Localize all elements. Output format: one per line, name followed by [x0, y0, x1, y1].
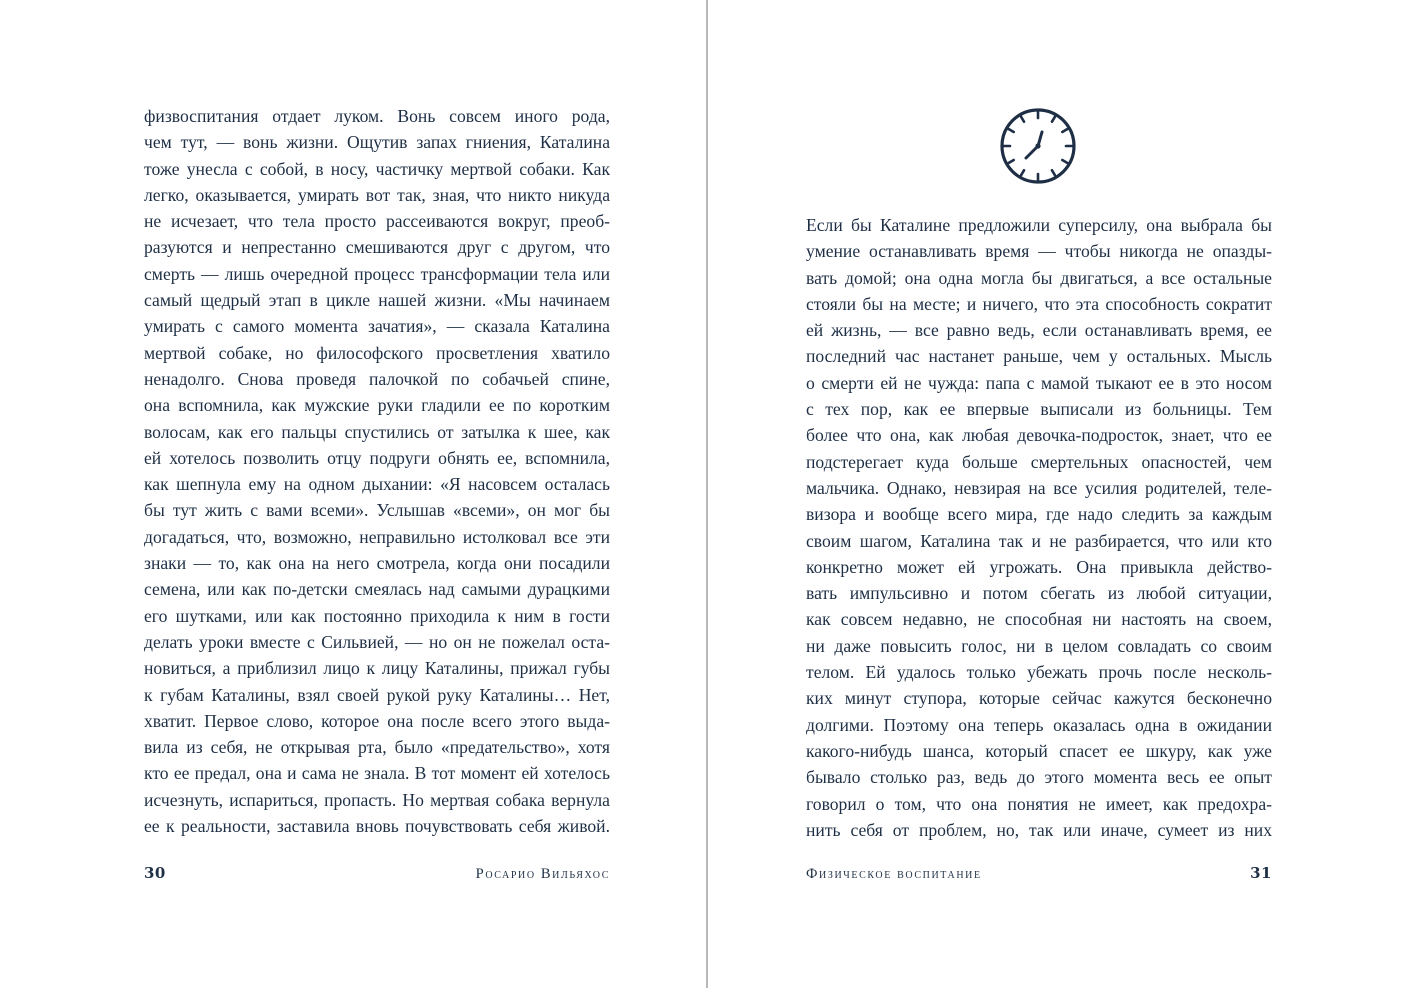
text-line: догадаться, что, возможно, неправильно истолковал все эти	[144, 526, 610, 547]
text-line: Если бы Каталине предложили суперсилу, она выбрала бы	[806, 215, 1272, 235]
text-line: хватит. Первое слово, которое она после всего этого выда-	[144, 710, 610, 731]
text-line: чем тут, — вонь жизни. Ощутив запах гниения, Каталина	[144, 132, 610, 153]
text-line: исчезнуть, испариться, пропасть. Но мертвая собака вернула	[144, 789, 610, 810]
clock-icon	[998, 106, 1078, 186]
text-line: ее к реальности, заставила вновь почувствовать себя живой.	[144, 816, 610, 837]
text-line: ей жизнь, — все равно ведь, если останавливать время, ее	[806, 320, 1272, 341]
text-line: своим шагом, Каталина так и не разбирается, что или кто	[806, 530, 1272, 551]
text-line: ких минут ступора, которые сейчас кажутся бесконечно	[806, 688, 1272, 709]
text-line: бы тут жить с вами всеми». Услышав «всеми», он мог бы	[144, 500, 610, 521]
text-line: тоже унесла с собой, в носу, частичку мертвой собаки. Как	[144, 158, 610, 179]
text-line: вать домой; она одна могла бы двигаться, а все остальные	[806, 267, 1272, 288]
text-line: знаки — то, как она на него смотрела, когда они посадили	[144, 553, 610, 574]
text-line: к губам Каталины, взял своей рукой руку Каталины… Нет,	[144, 684, 610, 705]
text-line: долгими. Поэтому она теперь оказалась одна в ожидании	[806, 714, 1272, 735]
text-line: физвоспитания отдает луком. Вонь совсем иного рода,	[144, 106, 610, 126]
page-number-right: 31	[1250, 864, 1272, 882]
text-line: конкретно может ей угрожать. Она привыкла действо-	[806, 556, 1272, 577]
page-number-left: 30	[144, 864, 166, 882]
text-line: ей хотелось позволить отцу подруги обнять ее, вспомнила,	[144, 447, 610, 468]
text-line: мальчика. Однако, невзирая на все усилия родителей, теле-	[806, 477, 1272, 498]
text-line: семена, или как по-детски смеялась над самыми дурацкими	[144, 579, 610, 600]
text-line: какого-нибудь шанса, который спасет ее шкуру, как уже	[806, 740, 1272, 761]
text-line: бывало столько раз, ведь до этого момента весь ее опыт	[806, 767, 1272, 788]
text-line: нить себя от проблем, но, так или иначе, сумеет из них	[806, 819, 1272, 840]
text-line: более что она, как любая девочка-подросток, знает, что ее	[806, 425, 1272, 446]
text-line: легко, оказывается, умирать вот так, зная, что никто никуда	[144, 184, 610, 205]
text-line: умирать с самого момента зачатия», — сказала Каталина	[144, 316, 610, 337]
text-line: как шепнула ему на одном дыхании: «Я насовсем осталась	[144, 474, 610, 495]
text-line: его шутками, или как постоянно приходила к ним в гости	[144, 605, 610, 626]
text-line: умение останавливать время — чтобы никогда не опазды-	[806, 241, 1272, 262]
text-line: о смерти ей не чужда: папа с мамой тыкают ее в это носом	[806, 372, 1272, 393]
running-head-title: Физическое воспитание	[806, 866, 982, 882]
text-line: делать уроки вместе с Сильвией, — но он не пожелал оста-	[144, 631, 610, 652]
text-line: говорил о том, что она понятия не имеет, как предохра-	[806, 793, 1272, 814]
text-line: мертвой собаке, но философского просветления хватило	[144, 342, 610, 363]
text-line: кто ее предал, она и сама не знала. В тот момент ей хотелось	[144, 763, 610, 784]
text-line: как совсем недавно, не способная ни настоять на своем,	[806, 609, 1272, 630]
text-line: ни даже повысить голос, ни в целом совладать со своим	[806, 635, 1272, 656]
text-line: самый щедрый этап в цикле нашей жизни. «Мы начинаем	[144, 290, 610, 311]
text-line: вила из себя, не открывая рта, было «предательство», хотя	[144, 737, 610, 758]
left-body-text	[144, 103, 610, 839]
right-body-text	[806, 212, 1272, 843]
text-line: новиться, а приблизил лицо к лицу Каталины, прижал губы	[144, 658, 610, 679]
text-line: стояли бы на месте; и ничего, что эта способность сократит	[806, 293, 1272, 314]
text-line: последний час настанет раньше, чем у остальных. Мысль	[806, 346, 1272, 367]
text-line: она вспомнила, как мужские руки гладили ее по коротким	[144, 395, 610, 416]
text-line: телом. Ей удалось только убежать прочь после несколь-	[806, 662, 1272, 683]
text-line: не исчезает, что тела просто рассеиваются вокруг, преоб-	[144, 211, 610, 232]
text-line: подстерегает куда больше смертельных опасностей, чем	[806, 451, 1272, 472]
running-head-author: Росарио Вильяхос	[475, 866, 610, 882]
text-line: визора и вообще всего мира, где надо следить за каждым	[806, 504, 1272, 525]
text-line: вать импульсивно и потом сбегать из любой ситуации,	[806, 583, 1272, 604]
text-line: волосам, как его пальцы спустились от затылка к шее, как	[144, 421, 610, 442]
text-line: смерть — лишь очередной процесс трансформации тела или	[144, 263, 610, 284]
text-line: разуются и непрестанно смешиваются друг с другом, что	[144, 237, 610, 258]
text-line: с тех пор, как ее впервые выписали из больницы. Тем	[806, 399, 1272, 420]
right-page	[708, 0, 1410, 988]
text-line: ненадолго. Снова проведя палочкой по собачьей спине,	[144, 368, 610, 389]
